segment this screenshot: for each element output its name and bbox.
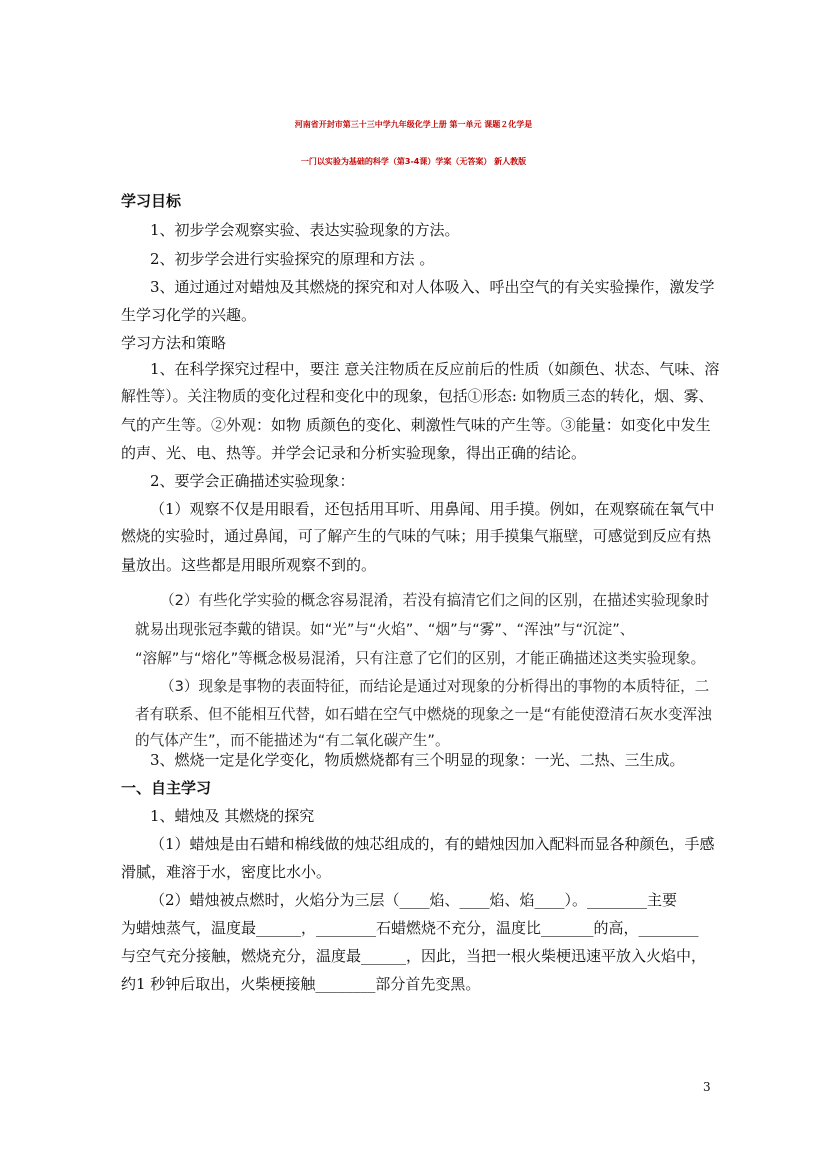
method-2-1-line-1: （1）观察不仅是用眼看，还包括用耳听、用鼻闻、用手摸。例如，在观察硫在氧气中	[150, 500, 715, 518]
q1-line-1: （1）蜡烛是由石蜡和棉线做的烛芯组成的，有的蜡烛因加入配料而显各种颜色，手感	[150, 835, 715, 853]
method-2-3-line-1: （3）现象是事物的表面特征，而结论是通过对现象的分析得出的事物的本质特征，二	[160, 678, 710, 695]
goal-item-3-line-1: 3、通过通过对蜡烛及其燃烧的探究和对人体吸入、呼出空气的有关实验操作，激发学	[150, 278, 715, 296]
q2-line-3: 与空气充分接触，燃烧充分，温度最______，因此，当把一根火柴梗迅速平放入火焰中，	[121, 947, 707, 965]
method-1-line-1: 1、在科学探究过程中，要注 意关注物质在反应前后的性质（如颜色、状态、气味、溶	[150, 360, 720, 378]
method-3: 3、燃烧一定是化学变化，物质燃烧都有三个明显的现象：一光、二热、三生成。	[150, 751, 685, 769]
goal-item-2: 2、初步学会进行实验探究的原理和方法 。	[150, 250, 435, 268]
method-1-line-3: 气的产生等。②外观：如物 质颜色的变化、刺激性气味的产生等。③能量：如变化中发生	[121, 416, 711, 434]
method-1-line-2: 解性等）。关注物质的变化过程和变化中的现象，包括①形态: 如物质三态的转化，烟、雾、	[121, 388, 714, 405]
method-2-2-line-2: 就易出现张冠李戴的错误。如“光”与“火焰”、“烟”与“雾”、“浑浊”与“沉淀”、	[135, 621, 635, 638]
method-2-3-line-3: 的气体产生”，而不能描述为“有二氧化碳产生”。	[135, 732, 450, 749]
goal-item-3-line-2: 生学习化学的兴趣。	[121, 306, 257, 324]
q2-line-2: 为蜡烛蒸气，温度最______，________石蜡燃烧不充分，温度比_______的高，________	[121, 919, 699, 937]
method-2-3-line-2: 者有联系、但不能相互代替，如石蜡在空气中燃烧的现象之一是“有能使澄清石灰水变浑浊	[135, 706, 712, 723]
method-2: 2、要学会正确描述实验现象：	[150, 472, 355, 490]
goal-item-1: 1、初步学会观察实验、表达实验现象的方法。	[150, 221, 460, 239]
method-2-1-line-2: 燃烧的实验时，通过鼻闻，可了解产生的气味的气味；用手摸集气瓶壁，可感觉到反应有热	[121, 528, 711, 545]
q1-line-2: 滑腻，难溶于水，密度比水小。	[121, 863, 332, 881]
self-study-sub-1: 1、蜡烛及 其燃烧的探究	[150, 807, 315, 825]
method-1-line-4: 的声、光、电、热等。并学会记录和分析实验现象，得出正确的结论。	[121, 444, 587, 462]
q2-line-1: （2）蜡烛被点燃时，火焰分为三层（____焰、____焰、焰____）。________主要	[150, 891, 678, 909]
goals-heading: 学习目标	[121, 192, 182, 210]
method-2-2-line-1: （2）有些化学实验的概念容易混淆，若没有搞清它们之间的区别，在描述实验现象时	[160, 592, 710, 609]
self-study-heading: 一、自主学习	[121, 779, 212, 797]
method-2-2-line-3: “溶解”与“熔化”等概念极易混淆，只有注意了它们的区别，才能正确描述这类实验现象。	[135, 650, 706, 667]
method-2-1-line-3: 量放出。这些都是用眼所观察不到的。	[121, 556, 377, 574]
document-title-line-1: 河南省开封市第三十三中学九年级化学上册 第一单元 课题２化学是	[294, 120, 533, 129]
q2-line-4: 约1 秒钟后取出，火柴梗接触________部分首先变黑。	[121, 975, 481, 993]
document-title-line-2: 一门以实验为基础的科学（第3-4课）学案（无答案） 新人教版	[300, 157, 527, 166]
methods-heading: 学习方法和策略	[121, 334, 227, 352]
page-number: 3	[703, 1080, 711, 1094]
